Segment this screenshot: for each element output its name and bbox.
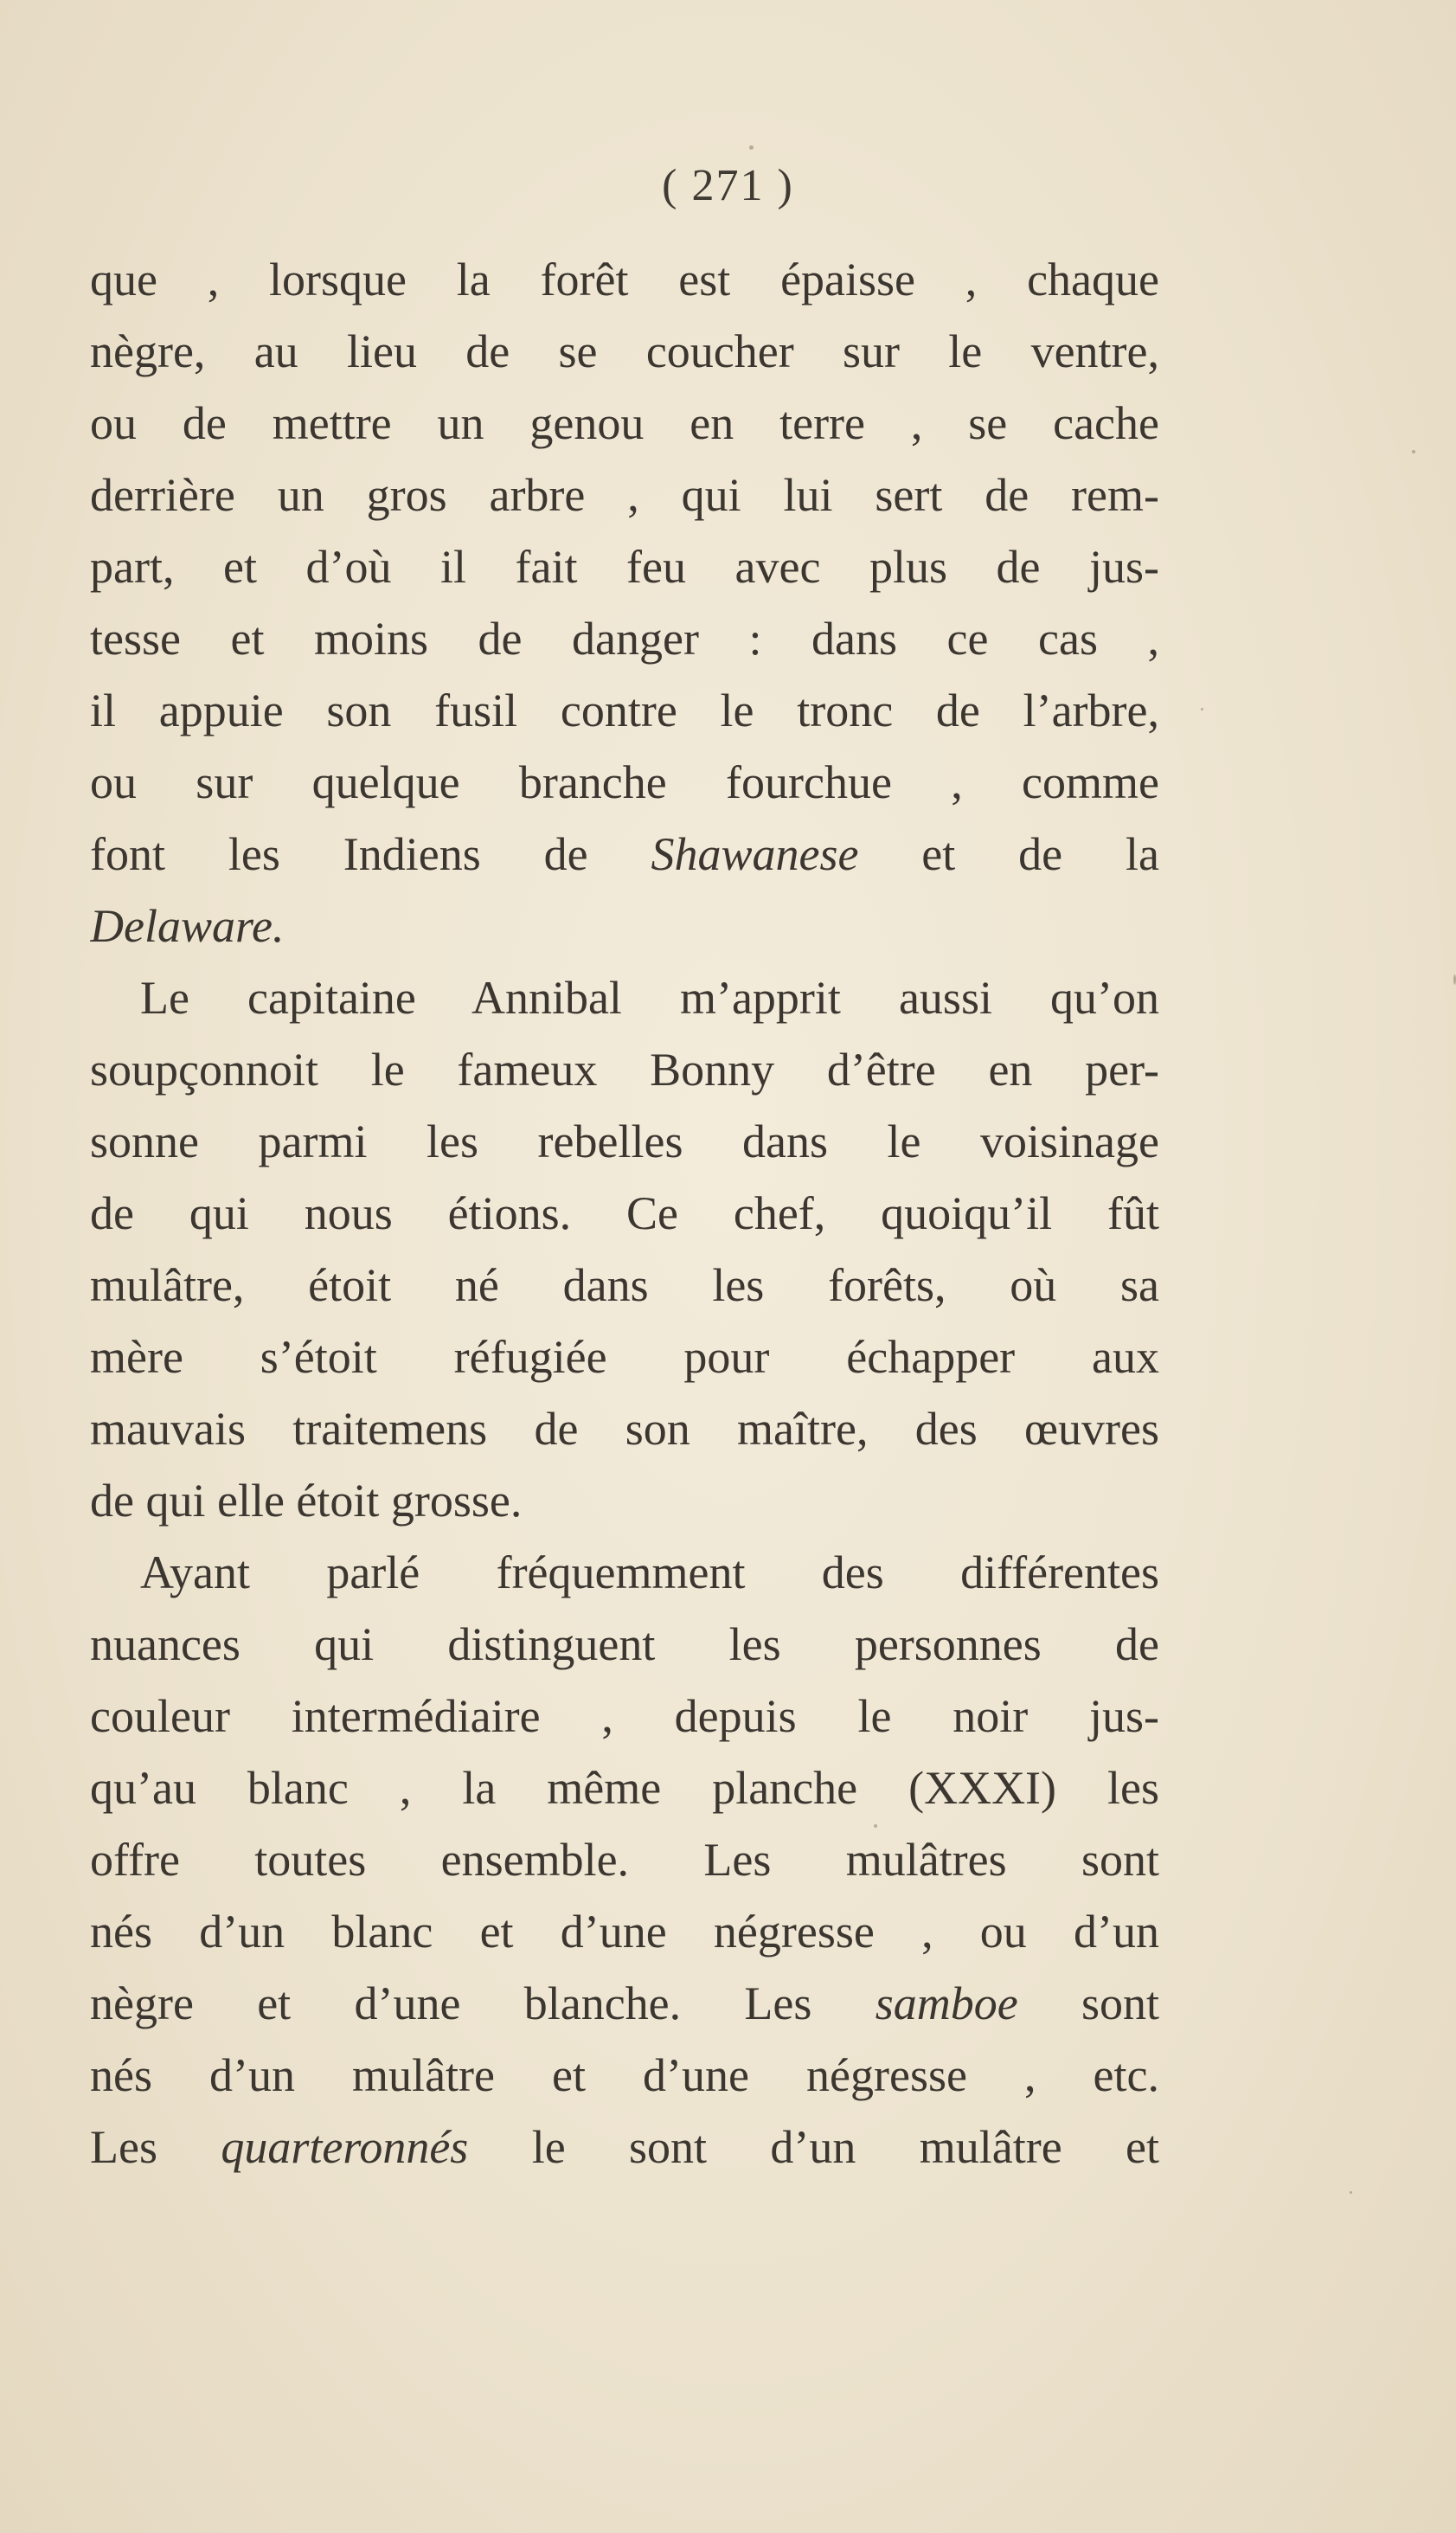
text-line (90, 603, 1159, 675)
italic-text: Delaware. (90, 900, 285, 952)
text-line (90, 460, 1159, 531)
body-text (90, 244, 1159, 2183)
text-line (90, 2040, 1159, 2112)
text-segment: part, et d’où il fait feu avec plus de jus- (90, 541, 1159, 593)
text-segment: de qui elle étoit grosse. (90, 1475, 523, 1527)
text-segment: mauvais traitemens de son maître, des œuvres (90, 1403, 1159, 1455)
text-segment: nés d’un blanc et d’une négresse , ou d’un (90, 1906, 1159, 1958)
text-segment: nuances qui distinguent les personnes de (90, 1618, 1159, 1670)
text-line (90, 1393, 1159, 1465)
text-line (90, 1824, 1159, 1896)
text-segment: offre toutes ensemble. Les mulâtres sont (90, 1834, 1159, 1886)
italic-text: quarteronnés (221, 2121, 469, 2173)
text-line (90, 1896, 1159, 1968)
text-segment: sont (1017, 1977, 1159, 2029)
text-segment: le sont d’un mulâtre et (468, 2121, 1159, 2173)
text-line (90, 890, 1159, 962)
text-segment: qu’au blanc , la même planche (XXXI) les (90, 1762, 1159, 1814)
text-line (90, 1178, 1159, 1250)
text-line (90, 962, 1159, 1034)
text-segment: font les Indiens de (90, 828, 651, 880)
text-segment: sonne parmi les rebelles dans le voisinage (90, 1115, 1159, 1167)
paper-speck (874, 1824, 877, 1828)
text-line (90, 1321, 1159, 1393)
text-line (90, 1968, 1159, 2040)
text-segment: que , lorsque la forêt est épaisse , chaque (90, 254, 1159, 305)
text-line (90, 2112, 1159, 2183)
text-line (90, 1681, 1159, 1752)
paper-speck (749, 145, 754, 150)
text-line (90, 531, 1159, 603)
text-line (90, 747, 1159, 819)
italic-text: Shawanese (651, 828, 859, 880)
text-segment: il appuie son fusil contre le tronc de l’arbre, (90, 685, 1159, 736)
text-line (90, 1537, 1159, 1609)
text-line (90, 1752, 1159, 1824)
paper-speck (1412, 450, 1415, 453)
text-segment: derrière un gros arbre , qui lui sert de rem- (90, 469, 1159, 521)
text-segment: de qui nous étions. Ce chef, quoiqu’il fût (90, 1187, 1159, 1239)
text-segment: Ayant parlé fréquemment des différentes (140, 1546, 1159, 1598)
text-segment: ou de mettre un genou en terre , se cache (90, 397, 1159, 449)
text-segment: nègre et d’une blanche. Les (90, 1977, 876, 2029)
paper-speck (1350, 2191, 1352, 2194)
text-line (90, 1465, 1159, 1537)
text-line (90, 819, 1159, 890)
text-segment: ou sur quelque branche fourchue , comme (90, 756, 1159, 808)
text-line (90, 388, 1159, 460)
text-segment: nés d’un mulâtre et d’une négresse , etc. (90, 2049, 1159, 2101)
text-line (90, 1250, 1159, 1321)
text-segment: et de la (858, 828, 1159, 880)
text-segment: Les (90, 2121, 221, 2173)
text-segment: mère s’étoit réfugiée pour échapper aux (90, 1331, 1159, 1383)
text-segment: soupçonnoit le fameux Bonny d’être en per- (90, 1044, 1159, 1096)
text-line (90, 1106, 1159, 1178)
italic-text: samboe (875, 1977, 1018, 2029)
text-line (90, 1609, 1159, 1681)
text-segment: nègre, au lieu de se coucher sur le ventre, (90, 325, 1159, 377)
text-line (90, 1034, 1159, 1106)
text-segment: tesse et moins de danger : dans ce cas , (90, 613, 1159, 665)
text-line (90, 675, 1159, 747)
text-segment: mulâtre, étoit né dans les forêts, où sa (90, 1259, 1159, 1311)
text-segment: Le capitaine Annibal m’apprit aussi qu’on (140, 972, 1159, 1024)
text-line (90, 244, 1159, 316)
text-line (90, 316, 1159, 388)
page-number: ( 271 ) (662, 161, 794, 210)
text-segment: couleur intermédiaire , depuis le noir jus- (90, 1690, 1159, 1742)
paper-speck (1201, 708, 1203, 710)
